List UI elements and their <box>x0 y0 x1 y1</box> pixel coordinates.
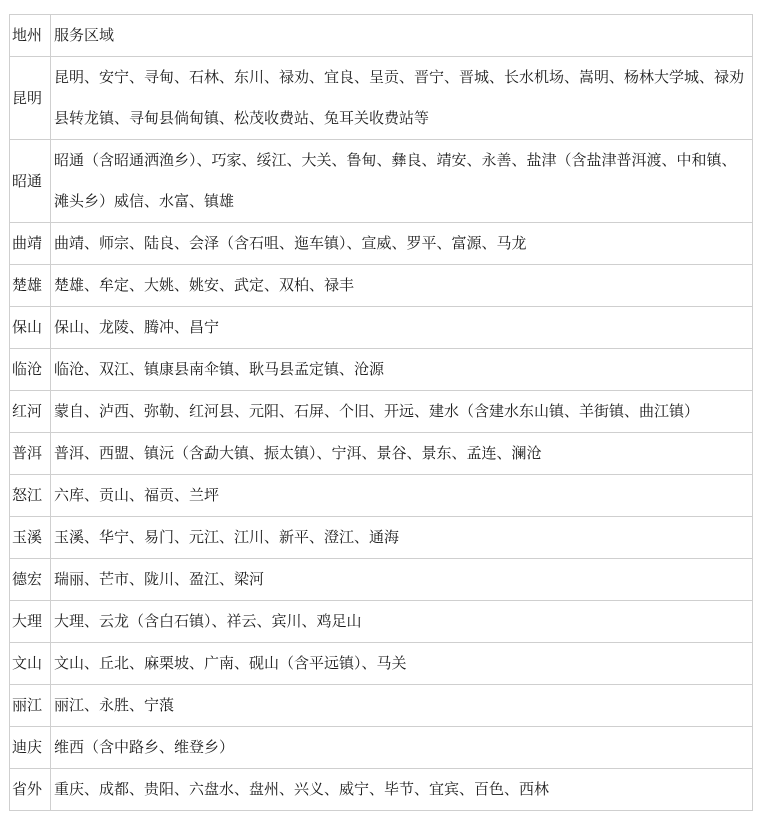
region-cell: 大理 <box>10 601 51 643</box>
table-row <box>10 769 753 811</box>
table-row <box>10 685 753 727</box>
table-row <box>10 223 753 265</box>
region-cell: 丽江 <box>10 685 51 727</box>
table-row <box>10 140 753 223</box>
area-cell: 瑞丽、芒市、陇川、盈江、梁河 <box>51 559 753 601</box>
service-area-table <box>9 14 753 811</box>
table-row <box>10 475 753 517</box>
area-cell: 保山、龙陵、腾冲、昌宁 <box>51 307 753 349</box>
area-cell: 丽江、永胜、宁蒗 <box>51 685 753 727</box>
region-cell: 临沧 <box>10 349 51 391</box>
area-cell: 蒙自、泸西、弥勒、红河县、元阳、石屏、个旧、开远、建水（含建水东山镇、羊街镇、曲江镇） <box>51 391 753 433</box>
area-cell: 六库、贡山、福贡、兰坪 <box>51 475 753 517</box>
area-cell: 普洱、西盟、镇沅（含勐大镇、振太镇）、宁洱、景谷、景东、孟连、澜沧 <box>51 433 753 475</box>
area-cell: 昆明、安宁、寻甸、石林、东川、禄劝、宜良、呈贡、晋宁、晋城、长水机场、嵩明、杨林大学城、禄劝县转龙镇、寻甸县倘甸镇、松茂收费站、兔耳关收费站等 <box>51 57 753 140</box>
table-row <box>10 265 753 307</box>
region-cell: 文山 <box>10 643 51 685</box>
area-cell: 维西（含中路乡、维登乡） <box>51 727 753 769</box>
header-area-cell: 服务区域 <box>51 15 753 57</box>
region-cell: 昆明 <box>10 57 51 140</box>
region-cell: 德宏 <box>10 559 51 601</box>
area-cell: 楚雄、牟定、大姚、姚安、武定、双柏、禄丰 <box>51 265 753 307</box>
area-cell: 玉溪、华宁、易门、元江、江川、新平、澄江、通海 <box>51 517 753 559</box>
table-row <box>10 727 753 769</box>
table-row <box>10 57 753 140</box>
table-row <box>10 433 753 475</box>
region-cell: 保山 <box>10 307 51 349</box>
region-cell: 怒江 <box>10 475 51 517</box>
area-cell: 大理、云龙（含白石镇）、祥云、宾川、鸡足山 <box>51 601 753 643</box>
table-header-row <box>10 15 753 57</box>
table-row <box>10 643 753 685</box>
area-cell: 曲靖、师宗、陆良、会泽（含石咀、迤车镇）、宣威、罗平、富源、马龙 <box>51 223 753 265</box>
table-row <box>10 601 753 643</box>
table-body <box>10 15 753 811</box>
region-cell: 玉溪 <box>10 517 51 559</box>
region-cell: 迪庆 <box>10 727 51 769</box>
region-cell: 昭通 <box>10 140 51 223</box>
area-cell: 文山、丘北、麻栗坡、广南、砚山（含平远镇）、马关 <box>51 643 753 685</box>
table-row <box>10 517 753 559</box>
region-cell: 楚雄 <box>10 265 51 307</box>
area-cell: 昭通（含昭通洒渔乡）、巧家、绥江、大关、鲁甸、彝良、靖安、永善、盐津（含盐津普洱渡、中和镇、滩头乡）威信、水富、镇雄 <box>51 140 753 223</box>
header-region-cell: 地州 <box>10 15 51 57</box>
region-cell: 省外 <box>10 769 51 811</box>
region-cell: 曲靖 <box>10 223 51 265</box>
service-area-table-container <box>9 14 753 811</box>
table-row <box>10 559 753 601</box>
table-row <box>10 391 753 433</box>
table-row <box>10 307 753 349</box>
area-cell: 重庆、成都、贵阳、六盘水、盘州、兴义、威宁、毕节、宜宾、百色、西林 <box>51 769 753 811</box>
region-cell: 普洱 <box>10 433 51 475</box>
area-cell: 临沧、双江、镇康县南伞镇、耿马县孟定镇、沧源 <box>51 349 753 391</box>
region-cell: 红河 <box>10 391 51 433</box>
table-row <box>10 349 753 391</box>
